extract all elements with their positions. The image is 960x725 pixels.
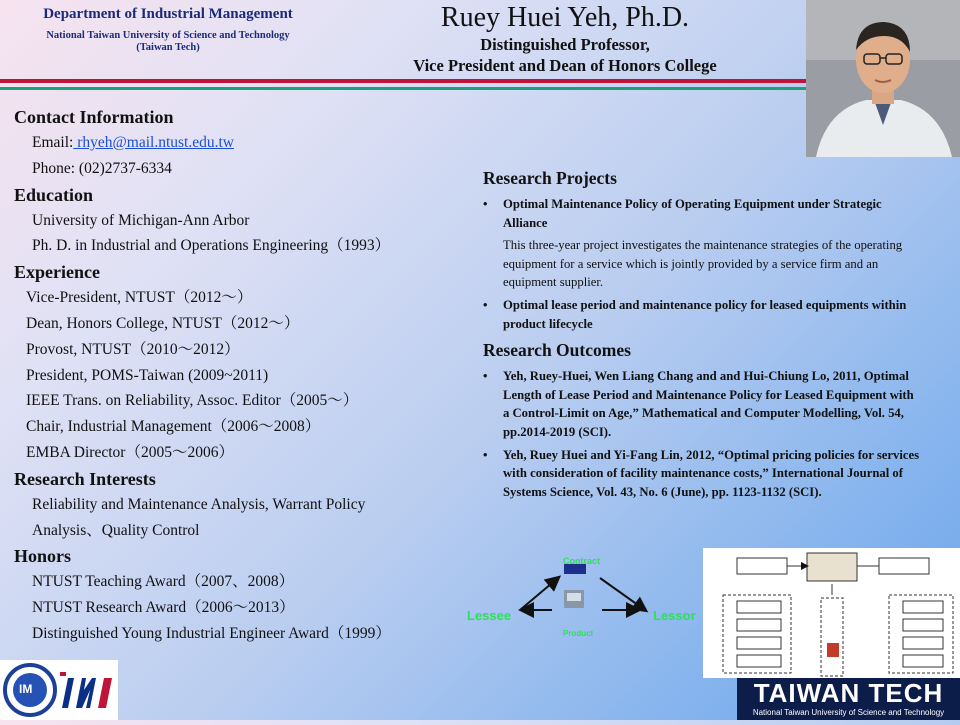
- taiwan-tech-subtitle: National Taiwan University of Science and Technology: [752, 708, 945, 717]
- portrait-photo: [806, 0, 960, 157]
- education-heading: Education: [14, 184, 94, 205]
- interests-heading: Research Interests: [14, 468, 156, 489]
- lease-diagram: [460, 548, 705, 648]
- honor-item: NTUST Teaching Award（2007、2008）: [32, 573, 295, 591]
- department-header: [8, 6, 328, 53]
- project-title: • Optimal Maintenance Policy of Operating Equipment under Strategic Alliance: [483, 195, 923, 232]
- experience-item: IEEE Trans. on Reliability, Assoc. Editor（2005～）: [26, 392, 359, 410]
- experience-item: President, POMS-Taiwan (2009~2011): [26, 366, 269, 384]
- outcomes-heading: Research Outcomes: [483, 340, 631, 361]
- email-line: [14, 130, 474, 156]
- experience-item: EMBA Director（2005～2006）: [26, 443, 234, 461]
- phone-line: Phone: (02)2737-6334: [32, 159, 172, 177]
- department-name: Department of Industrial Management: [43, 6, 293, 22]
- education-item: University of Michigan-Ann Arbor: [32, 211, 250, 229]
- university-name: National Taiwan University of Science and Technology: [46, 30, 290, 41]
- taiwan-tech-logo: [737, 678, 960, 720]
- interest-item: Reliability and Maintenance Analysis, Warrant Policy: [32, 495, 366, 513]
- experience-item: Provost, NTUST（2010～2012）: [26, 340, 240, 358]
- honors-heading: Honors: [14, 546, 72, 567]
- outcome-item: • Yeh, Ruey-Huei, Wen Liang Chang and and Hui-Chiung Lo, 2011, Optimal Length of Lease Period and Maintenance Policy for Leased Equipment with a Control-Limit on Age,” Mathematical and Computer Modelling, Vol. 54, pp.2014-2019 (SCI).: [483, 367, 923, 441]
- person-title-1: Distinguished Professor,: [480, 35, 650, 54]
- green-divider: [0, 87, 806, 90]
- contact-heading: Contact Information: [14, 107, 174, 127]
- experience-item: Dean, Honors College, NTUST（2012～）: [26, 314, 300, 332]
- project-title: • Optimal lease period and maintenance policy for leased equipments within product lifecycle: [483, 296, 923, 333]
- product-label: Product: [563, 629, 594, 638]
- person-name: Ruey Huei Yeh, Ph.D.: [440, 2, 690, 33]
- taiwan-tech-wordmark: TAIWAN TECH: [753, 678, 944, 708]
- person-title-2: Vice President and Dean of Honors College: [413, 56, 717, 75]
- im-logos: [0, 660, 118, 720]
- im-badge-text: IM: [19, 682, 33, 696]
- left-column: [14, 104, 474, 647]
- interest-item: Analysis、Quality Control: [32, 521, 200, 539]
- project-description: This three-year project investigates the maintenance strategies of the operating equipment for a service which is jointly provided by a service firm and an equipment supplier.: [503, 238, 903, 290]
- university-short-name: (Taiwan Tech): [136, 42, 200, 53]
- lessor-label: Lessor: [653, 608, 696, 623]
- lessee-label: Lessee: [467, 608, 512, 623]
- email-link[interactable]: rhyeh@mail.ntust.edu.tw: [73, 134, 234, 151]
- honor-item: NTUST Research Award（2006～2013）: [32, 599, 295, 617]
- outcome-item: • Yeh, Ruey Huei and Yi-Fang Lin, 2012, “Optimal pricing policies for services with consideration of facility maintenance costs,” International Journal of Systems Science, Vol. 43, No. 6 (June), pp. 1123-1132 (SCI).: [483, 446, 923, 502]
- experience-item: Chair, Industrial Management（2006～2008）: [26, 418, 321, 436]
- maintenance-flowchart-figure: [703, 548, 960, 678]
- honor-item: Distinguished Young Industrial Engineer Award（1999）: [32, 624, 391, 642]
- email-label: Email:: [32, 134, 74, 151]
- experience-item: Vice-President, NTUST（2012～）: [26, 289, 253, 307]
- profile-header: [330, 2, 800, 76]
- contract-label: Contract: [563, 556, 601, 566]
- experience-heading: Experience: [14, 262, 100, 283]
- red-divider: [0, 79, 806, 83]
- right-column: [483, 162, 923, 505]
- projects-heading: Research Projects: [483, 168, 617, 188]
- education-item: Ph. D. in Industrial and Operations Engineering（1993）: [32, 237, 391, 255]
